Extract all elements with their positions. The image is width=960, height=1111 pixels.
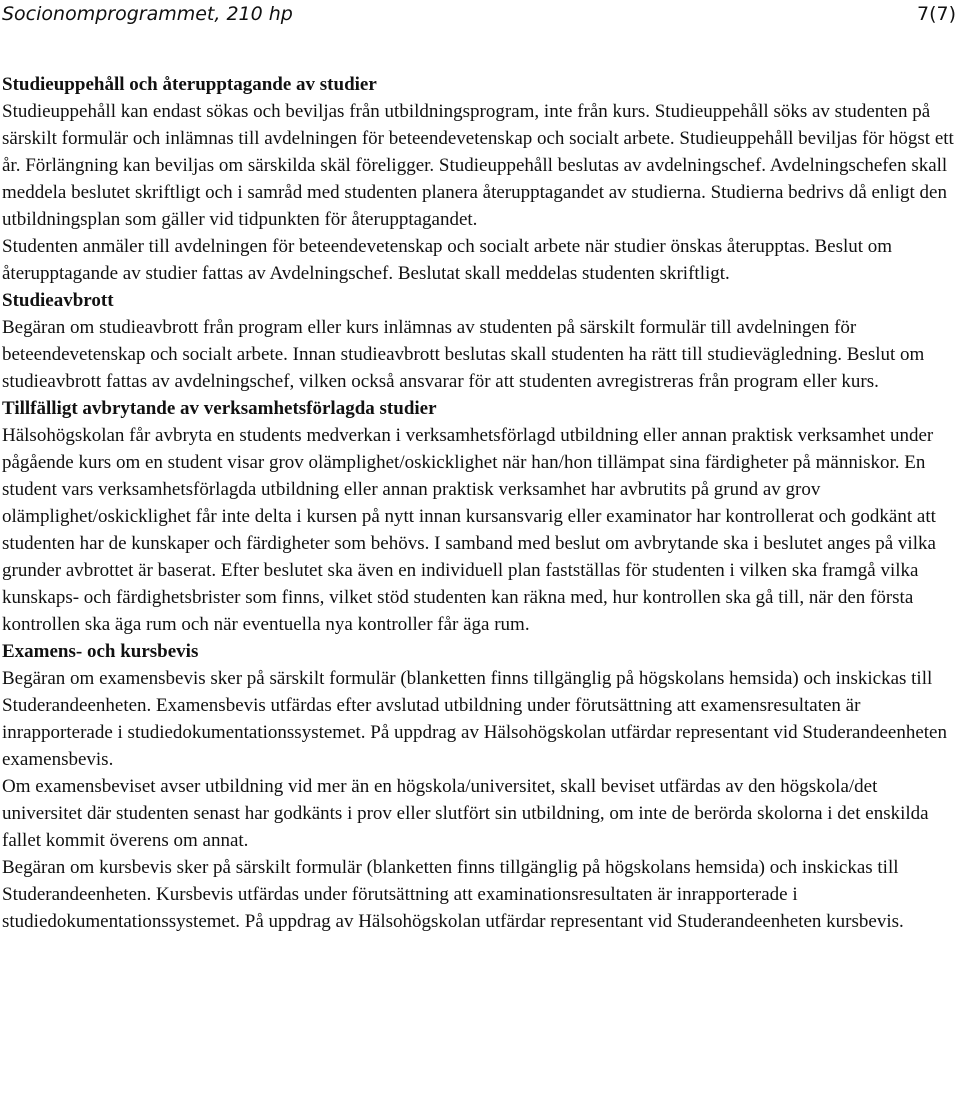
- page-header: [0, 0, 960, 40]
- document-body: [2, 71, 958, 935]
- program-title: Socionomprogrammet, 210 hp: [2, 3, 293, 25]
- page-number: 7(7): [916, 3, 956, 25]
- paragraph-examensbevis-1: Begäran om examensbevis sker på särskilt formulär (blanketten finns tillgänglig på högskolans hemsida) och inskickas till Studerandeenheten. Examensbevis utfärdas efter avslutad utbildning under förutsättning att examensresultaten är inrapporterade i studiedokumentationssystemet. På uppdrag av Hälsohögskolan utfärdar representant vid Studerandeenheten examensbevis.: [2, 668, 947, 770]
- paragraph-studieuppehall-1: Studieuppehåll kan endast sökas och beviljas från utbildningsprogram, inte från kurs. Studieuppehåll söks av studenten på särskilt formulär och inlämnas till avdelningen för beteendevetenskap och socialt arbete. Studieuppehåll beviljas för högst ett år. Förlängning kan beviljas om särskilda skäl föreligger. Studieuppehåll beslutas av avdelningschef. Avdelningschefen skall meddela beslutet skriftligt och i samråd med studenten planera återupptagandet av studierna. Studierna bedrivs då enligt den utbildningsplan som gäller vid tidpunkten för återupptagandet.: [2, 101, 954, 230]
- heading-studieavbrott: Studieavbrott: [2, 290, 114, 311]
- paragraph-tillfalligt-1: Hälsohögskolan får avbryta en students medverkan i verksamhetsförlagd utbildning eller annan praktisk verksamhet under pågående kurs om en student visar grov olämplighet/oskicklighet när han/hon tillämpat sina färdigheter på människor. En student vars verksamhetsförlagda utbildning eller annan praktisk verksamhet har avbrutits på grund av grov olämplighet/oskicklighet får inte delta i kursen på nytt innan kursansvarig eller examinator har kontrollerat och godkänt att studenten har de kunskaper och färdigheter som behövs. I samband med beslut om avbrytande ska i beslutet anges på vilka grunder avbrottet är baserat. Efter beslutet ska även en individuell plan fastställas för studenten i vilken ska framgå vilka kunskaps- och färdighetsbrister som finns, vilket stöd studenten kan räkna med, hur kontrollen ska gå till, när den första kontrollen ska äga rum och när eventuella nya kontroller får äga rum.: [2, 425, 936, 635]
- paragraph-studieuppehall-2: Studenten anmäler till avdelningen för beteendevetenskap och socialt arbete när studier önskas återupptas. Beslut om återupptagande av studier fattas av Avdelningschef. Beslutat skall meddelas studenten skriftligt.: [2, 236, 893, 284]
- paragraph-kursbevis-1: Begäran om kursbevis sker på särskilt formulär (blanketten finns tillgänglig på högskolans hemsida) och inskickas till Studerandeenheten. Kursbevis utfärdas under förutsättning att examinationsresultaten är inrapporterade i studiedokumentationssystemet. På uppdrag av Hälsohögskolan utfärdar representant vid Studerandeenheten kursbevis.: [2, 857, 904, 932]
- heading-tillfalligt-avbrytande: Tillfälligt avbrytande av verksamhetsförlagda studier: [2, 398, 437, 419]
- heading-studieuppehall: Studieuppehåll och återupptagande av studier: [2, 74, 377, 95]
- paragraph-studieavbrott-1: Begäran om studieavbrott från program eller kurs inlämnas av studenten på särskilt formulär till avdelningen för beteendevetenskap och socialt arbete. Innan studieavbrott beslutas skall studenten ha rätt till studievägledning. Beslut om studieavbrott fattas av avdelningschef, vilken också ansvarar för att studenten avregistreras från program eller kurs.: [2, 317, 925, 392]
- paragraph-examensbevis-2: Om examensbeviset avser utbildning vid mer än en högskola/universitet, skall beviset utfärdas av den högskola/det universitet där studenten senast har godkänts i prov eller slutfört sin utbildning, om inte de berörda skolorna i det enskilda fallet kommit överens om annat.: [2, 776, 929, 851]
- heading-examens-och-kursbevis: Examens- och kursbevis: [2, 641, 199, 662]
